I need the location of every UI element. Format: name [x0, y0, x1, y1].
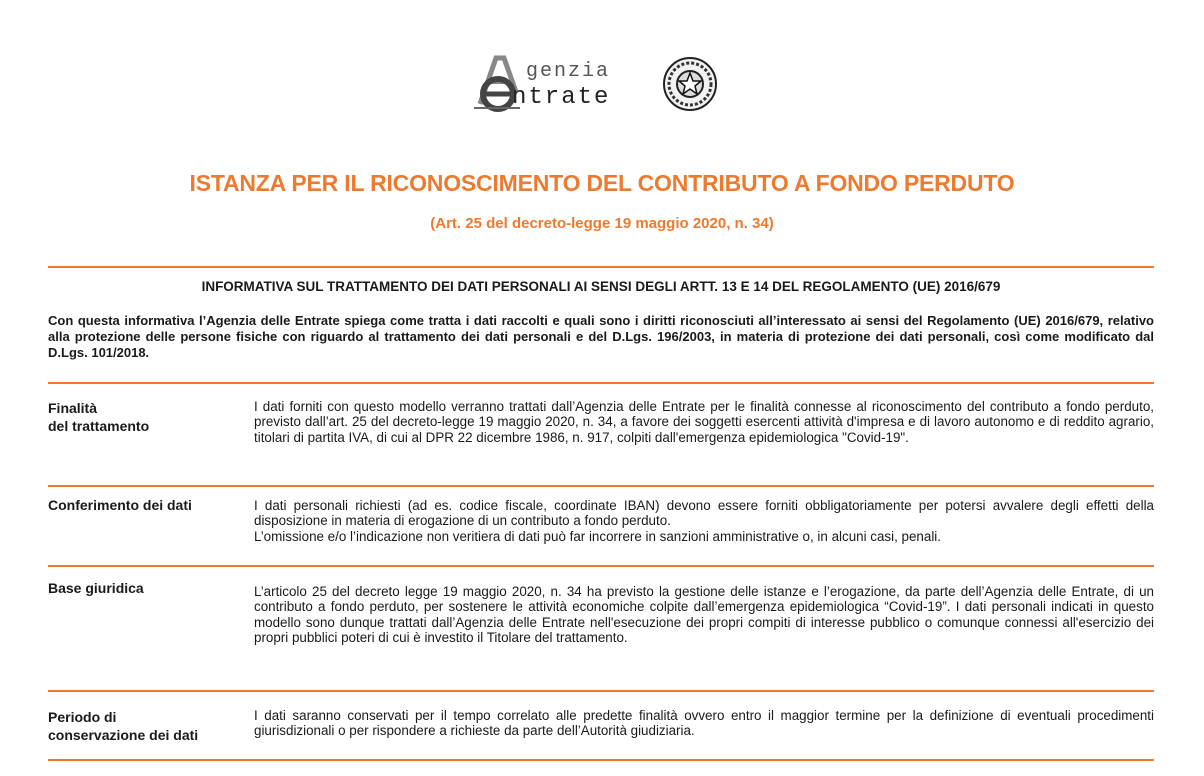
paragraph: L’articolo 25 del decreto legge 19 maggio 2020, n. 34 ha previsto la gestione delle istanze e l’erogazione, da parte dell’Agenzia delle Entrate, di un contributo a fondo perduto, per sostenere le attività economiche colpite dall’emergenza epidemiologica “Covid-19”. I dati personali indicati in questo modello sono dunque trattati dall’Agenzia delle Entrate nell'esecuzione dei propri compiti di interesse pubblico o comunque connessi all'esercizio dei propri pubblici poteri di cui è investito il Titolare del trattamento.	[254, 584, 1154, 646]
paragraph: I dati saranno conservati per il tempo correlato alle predette finalità ovvero entro il maggior termine per la definizione di eventuali procedimenti giurisdizionali o per rispondere a richieste da parte dell’Autorità giudiziaria.	[254, 708, 1154, 739]
divider-top	[48, 266, 1154, 268]
divider-section-2	[48, 565, 1154, 567]
divider-section-3	[48, 690, 1154, 692]
paragraph: I dati forniti con questo modello verranno trattati dall’Agenzia delle Entrate per le finalità connesse al riconoscimento del contributo a fondo perduto, previsto dall’art. 25 del decreto-legge 19 maggio 2020, n. 34, a favore dei soggetti esercenti attività d'impresa e di lavoro autonomo e di reddito agrario, titolari di partita IVA, di cui al DPR 22 dicembre 1986, n. 917, colpiti dall'emergenza epidemiologica "Covid-19".	[254, 399, 1154, 445]
paragraph: I dati personali richiesti (ad es. codice fiscale, coordinate IBAN) devono essere forniti obbligatoriamente per potersi avvalere degli effetti della disposizione in materia di erogazione di un contributo a fondo perduto.	[254, 498, 1154, 529]
paragraph: L’omissione e/o l’indicazione non veritiera di dati può far incorrere in sanzioni amministrative o, in alcuni casi, penali.	[254, 528, 941, 544]
section-body-base-giuridica	[254, 584, 1154, 646]
section-label-conferimento: Conferimento dei dati	[48, 497, 192, 513]
section-body-periodo	[254, 708, 1154, 739]
document-subtitle: (Art. 25 del decreto-legge 19 maggio 2020, n. 34)	[430, 215, 774, 232]
document-title: ISTANZA PER IL RICONOSCIMENTO DEL CONTRIBUTO A FONDO PERDUTO	[189, 170, 1015, 196]
divider-bottom	[48, 759, 1154, 761]
logo-text-agenzia: genzia	[526, 60, 611, 83]
section-label-base-giuridica: Base giuridica	[48, 580, 144, 596]
informativa-heading: INFORMATIVA SUL TRATTAMENTO DEI DATI PERSONALI AI SENSI DEGLI ARTT. 13 E 14 DEL REGOLAMENTO (UE) 2016/679	[201, 279, 1001, 294]
divider-section-1	[48, 485, 1154, 487]
informativa-intro: Con questa informativa l’Agenzia delle Entrate spiega come tratta i dati raccolti e quali sono i diritti riconosciuti all’interessato ai sensi del Regolamento (UE) 2016/679, relativo alla protezione delle persone fisiche con riguardo al trattamento dei dati personali e del D.Lgs. 196/2003, in materia di protezione dei dati personali, così come modificato dal D.Lgs. 101/2018.	[48, 313, 1154, 360]
section-body-finalita	[254, 399, 1154, 445]
logo-text-entrate: ntrate	[512, 84, 611, 111]
section-label-finalita: Finalità del trattamento	[48, 400, 150, 434]
section-label-periodo: Periodo di conservazione dei dati	[48, 709, 199, 743]
divider-intro	[48, 382, 1154, 384]
agenzia-entrate-logo	[470, 52, 720, 118]
republic-emblem-icon	[662, 56, 718, 112]
section-body-conferimento	[254, 498, 1154, 544]
